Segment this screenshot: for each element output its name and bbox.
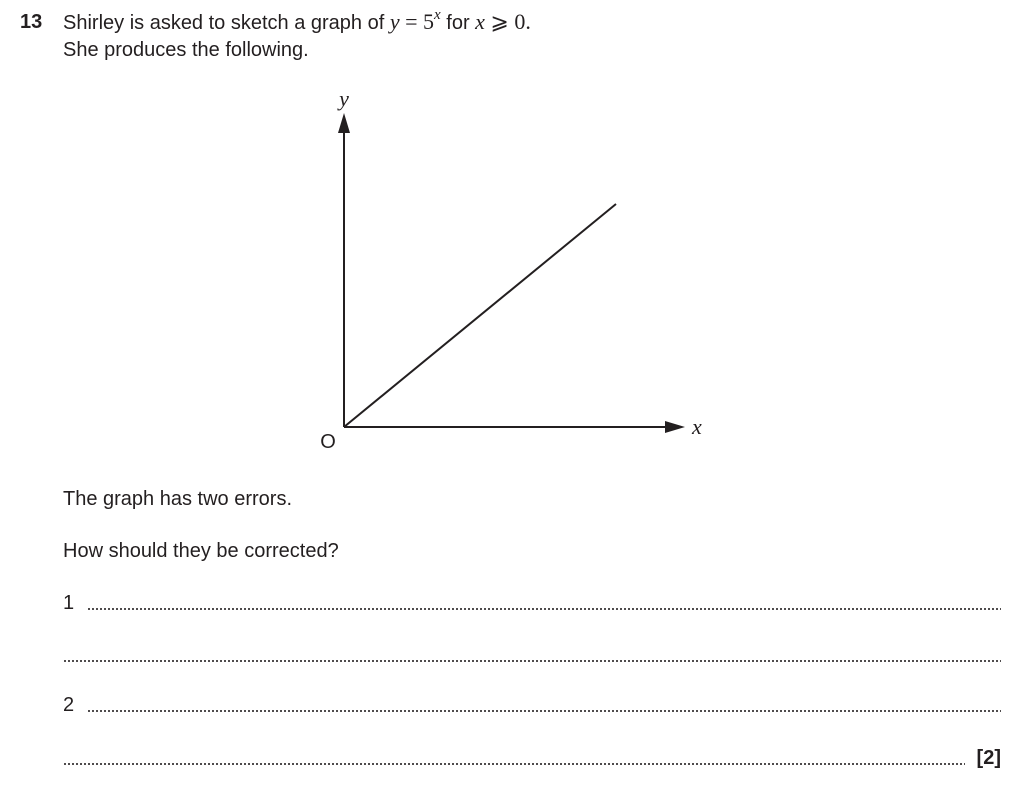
condition-inequality: ⩾ 0. [484,9,531,34]
dotted-line [63,660,1001,662]
equation-exponent: x [434,7,441,23]
origin-label: O [320,431,336,453]
dotted-line [63,763,965,765]
x-axis-label: x [692,414,702,439]
intro-text: Shirley is asked to sketch a graph of [63,12,390,34]
graph-svg [300,85,720,465]
sketch-graph [300,85,720,465]
x-axis-arrow [665,421,685,433]
answer-line-2[interactable] [63,691,1001,719]
dotted-line [87,710,1001,712]
dotted-line [87,608,1001,610]
answer-line-1[interactable] [63,589,1001,617]
answer-label-1: 1 [63,592,75,614]
errors-statement: The graph has two errors. [63,488,292,510]
answer-label-2: 2 [63,694,75,716]
sketched-line [344,204,616,427]
marks-indicator: [2] [976,747,1001,769]
question-intro [63,8,531,39]
answer-line-1-continued[interactable] [63,641,1001,669]
equation-base: = 5 [399,9,435,34]
answer-line-2-continued[interactable] [63,744,1001,772]
question-number: 13 [20,11,43,33]
correction-prompt: How should they be corrected? [63,540,339,562]
intro-for-text: for [440,12,476,34]
equation-lhs: y [389,9,400,34]
y-axis-arrow [338,113,350,133]
y-axis-label: y [339,86,349,111]
question-line-2: She produces the following. [63,39,309,61]
condition-variable: x [475,9,485,34]
